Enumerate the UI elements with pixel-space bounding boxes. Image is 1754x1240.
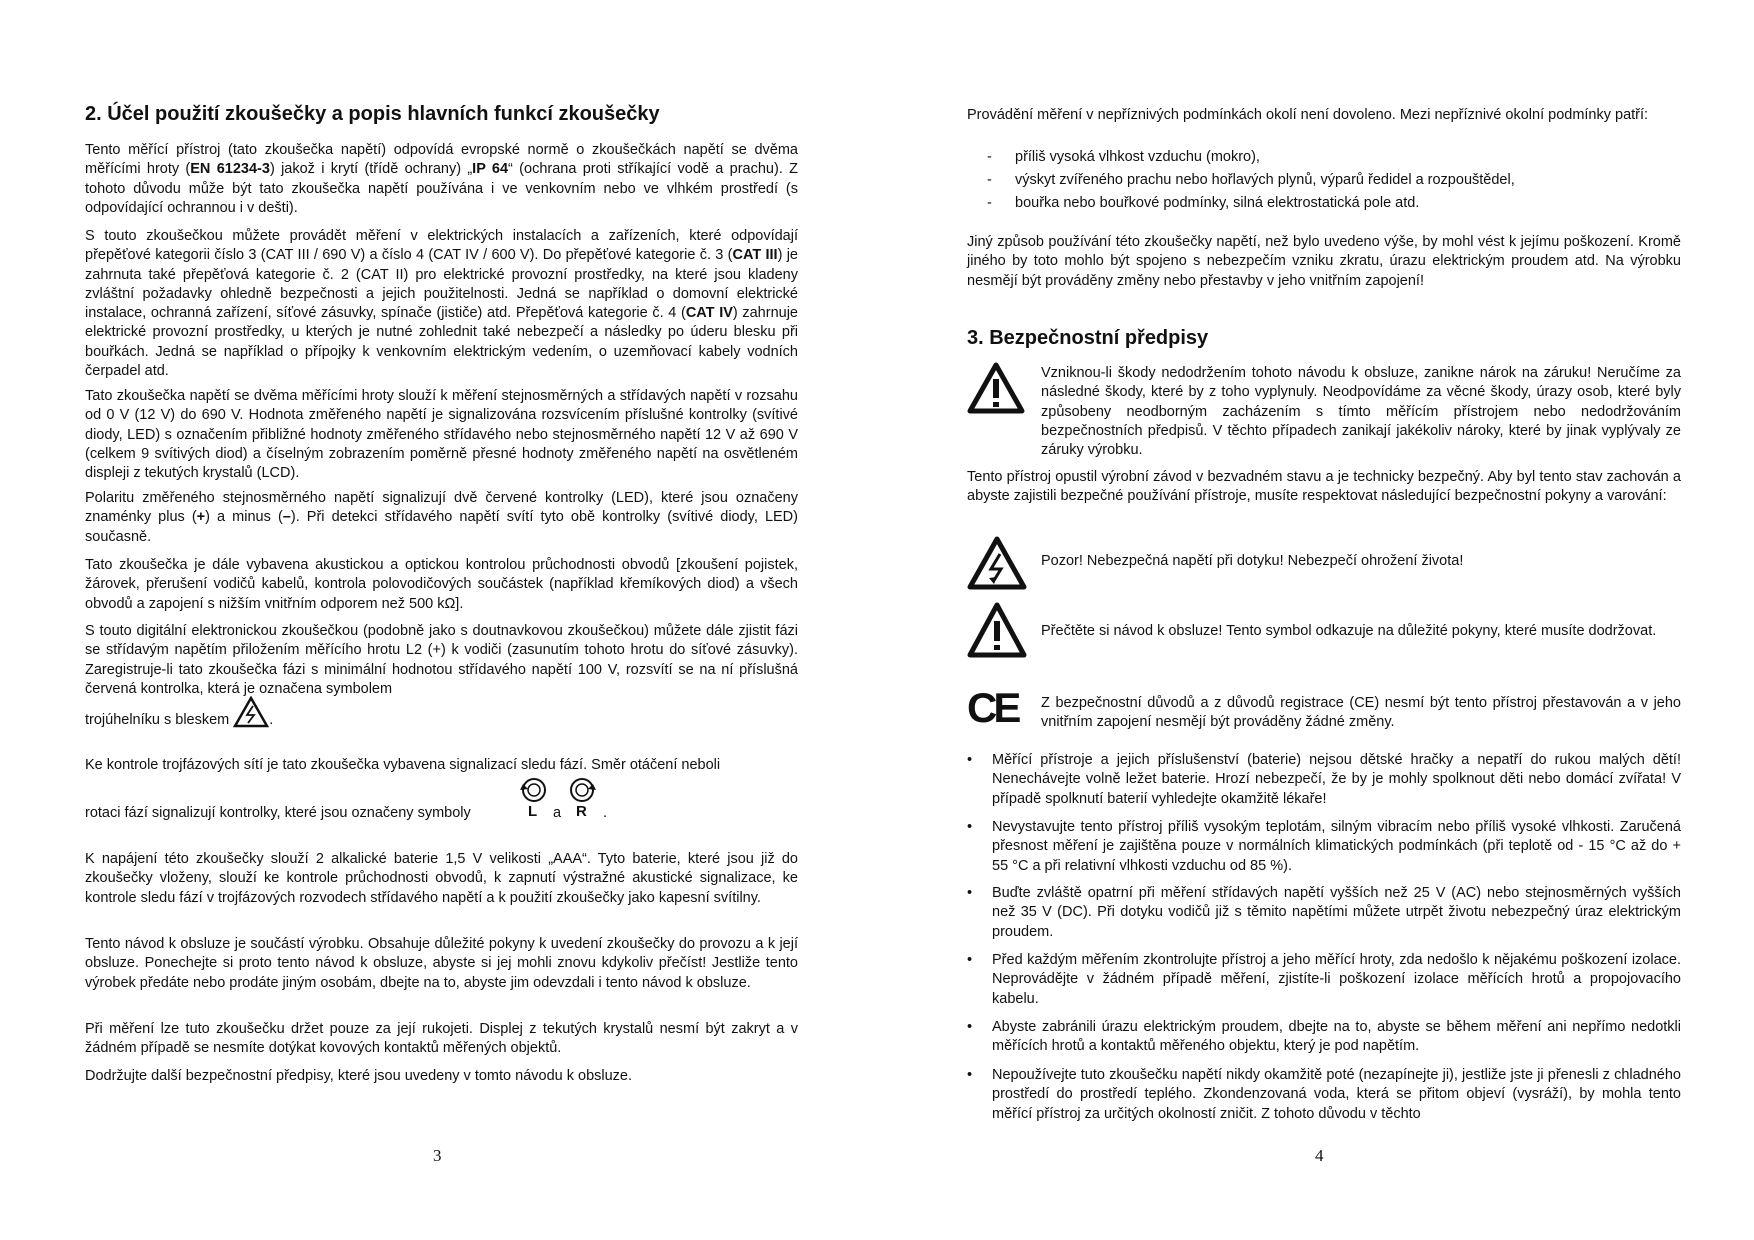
list-item: - příliš vysoká vlhkost vzduchu (mokro), <box>987 149 1260 165</box>
lightning-triangle-icon <box>233 696 269 728</box>
list-item: • Nepoužívejte tuto zkoušečku napětí nikdy okamžitě poté (nezapínejte ji), jestliže jste ji přenesli z chladného prostředí do prostředí teplého. Zkondenzovaná voda, která se přitom objeví (vysráží), by mohla tento měřící přístroj za určitých okolností zničit. Z tohoto důvodu v těchto <box>967 1067 1681 1122</box>
list-item: - výskyt zvířeného prachu nebo hořlavých plynů, výparů ředidel a rozpouštědel, <box>987 172 1515 188</box>
paragraph-factory-state: Tento přístroj opustil výrobní závod v bezvadném stavu a je technicky bezpečný. Aby byl tento stav zachován a abyste zajistili bezpečné používání přístroje, musíte respektovat následující bezpečnostní pokyny a varování: <box>967 469 1681 505</box>
text: S touto zkoušečkou můžete provádět měření v elektrických instalacích a zařízeních, které odpovídají přepěťové kategorii číslo 3 (CAT III / 690 V) a číslo 4 (CAT IV / 600 V). Do přepěťové kategorie č. 3 ( <box>85 228 798 264</box>
paragraph-phase-detection: S touto digitální elektronickou zkoušečkou (podobně jako s doutnavkovou zkoušečkou) můžete dále zjistit fázi se střídavým napětím přiložením měřícího hrotu L2 (+) k vodiči (zasunutím tohoto hrotu do síťové zásuvky). Zaregistruje-li tato zkoušečka fázi s minimální hodnotou střídavého napětí 100 V, rozsvítí se na ní příslušná červená kontrolka, která je označena symbolem <box>85 623 798 697</box>
conditions-list <box>987 146 1681 215</box>
list-item: • Nevystavujte tento přístroj příliš vysokým teplotám, silným vibracím nebo příliš vysoké vlhkosti. Zaručená přesnost měření je zajištěna pouze v normálních klimatických podmínkách (při teplotě od - 15 °C až do + 55 °C a při relativní vlhkosti vzduchu od 85 %). <box>967 819 1681 874</box>
paragraph-handling: Při měření lze tuto zkoušečku držet pouze za její rukojeti. Displej z tekutých krystalů nesmí být zakryt a v žádném případě se nesmíte dotýkat kovových kontaktů měřených objektů. <box>85 1021 798 1057</box>
text: ) je zahrnuta také přepěťová kategorie č. 2 (CAT II) pro elektrické provozní prostředky, na které jsou kladeny zvláštní požadavky ohledně bezpečnosti a jejich použitelnosti. Jedná se například o domovní elektrické instalace, ochranná zařízení, síťové zásuvky, spínače (jističe) atd. Přepěťová kategorie č. 4 ( <box>85 247 798 322</box>
high-voltage-icon <box>967 536 1027 590</box>
rotor-letter: L <box>528 803 538 820</box>
paragraph-standards <box>85 141 798 218</box>
paragraph-warranty: Vzniknou-li škody nedodržením tohoto návodu k obsluze, zanikne nárok na záruku! Neručíme za následné škody, které by z toho vyplynuly. Neodpovídáme za věcné škody, úrazy osob, které byly způsobeny neodborným zacházením s tímto měřícím přístrojem nebo nedodržováním bezpečnostních předpisů. V těchto případech zanikají jakékoliv nároky, které by jinak vyplývaly ze záruky výrobku. <box>1041 365 1681 459</box>
paragraph-voltage-range: Tato zkoušečka napětí se dvěma měřícími hroty slouží k měření stejnosměrných a střídavých napětí v rozsahu od 0 V (12 V) do 690 V. Hodnota změřeného napětí je signalizována rozsvícením příslušné kontrolky (svítivé diody, LED) s označením přibližné hodnoty změřeného střídavého nebo stejnosměrného napětí 12 V až 690 V (celkem 9 svítivých diod) a číselným zobrazením poměrně přesné hodnoty změřeného napětí na osvětleném displeji z tekutých krystalů (LCD). <box>85 388 798 482</box>
standard-code: EN 61234-3 <box>190 161 270 178</box>
warning-triangle-icon <box>967 362 1025 414</box>
ce-text: Z bezpečnostní důvodů a z důvodů registrace (CE) nesmí být tento přístroj přestavován a v jeho vnitřním zapojení nesmějí být prováděny žádné změny. <box>1041 695 1681 731</box>
list-item: • Buďte zvláště opatrní při měření střídavých napětí vyšších než 25 V (AC) nebo stejnosměrných vyšších než 35 V (DC). Při dotyku vodičů již s těmito napětími můžete utrpět životu nebezpečný úraz elektrickým proudem. <box>967 885 1681 940</box>
paragraph-phase-sequence-a: Ke kontrole trojfázových sítí je tato zkoušečka vybavena signalizací sledu fází. Směr otáčení neboli <box>85 757 721 773</box>
paragraph-manual: Tento návod k obsluze je součástí výrobku. Obsahuje důležité pokyny k uvedení zkoušečky do provozu a k její obsluze. Ponechejte si proto tento návod k obsluze, abyste si jej mohli znovu kdykoliv přečíst! Jestliže tento výrobek předáte nebo prodáte jiným osobám, dbejte na to, abyste jim odevzdali i tento návod k obsluze. <box>85 936 798 991</box>
list-item: • Měřící přístroje a jejich příslušenství (baterie) nejsou dětské hračky a nepatří do rukou malých dětí! Nenechávejte volně ležet baterie. Hrozí nebezpečí, že by je mohly spolknout děti nebo domácí zvířata! V případě spolknutí baterií vyhledejte okamžitě lékaře! <box>967 752 1681 807</box>
paragraph-batteries: K napájení této zkoušečky slouží 2 alkalické baterie 1,5 V velikosti „AAA“. Tyto baterie, které jsou již do zkoušečky vloženy, slouží ke kontrole průchodnosti obvodů, k zapnutí výstražné akustické signalizace, ke kontrole sledu fází v trojfázových rozvodech střídavého napětí a k použití zkoušečky jako kapesní svítilny. <box>85 851 798 906</box>
rotation-left-icon <box>519 776 549 820</box>
rotor-letter: R <box>576 803 587 820</box>
paragraph-categories <box>85 227 798 381</box>
rotation-arrow-icon <box>567 776 597 804</box>
ce-mark-icon: CE <box>967 684 1018 731</box>
cat-iii: CAT III <box>732 247 778 264</box>
section-3-title: 3. Bezpečnostní předpisy <box>967 327 1209 349</box>
manual-warning-text: Přečtěte si návod k obsluze! Tento symbol odkazuje na důležité pokyny, které musíte dodržovat. <box>1041 623 1657 639</box>
rotation-right-icon <box>567 776 597 820</box>
page-number: 4 <box>1315 1146 1324 1165</box>
text: ) jakož i krytí (třídě ochrany) „ <box>269 161 473 178</box>
ip-rating: IP 64 <box>472 161 509 178</box>
paragraph-continuity: Tato zkoušečka je dále vybavena akustickou a optickou kontrolou průchodnosti obvodů [zkoušení pojistek, žárovek, přerušení vodičů kabelů, kontrola polovodičových součástek (například křemíkových diod) a všech obvodů a zapojení s nižším vnitřním odporem než 500 kΩ]. <box>85 557 798 612</box>
text: Tento měřící přístroj (tato zkoušečka napětí) odpovídá evropské normě o zkoušečkách napětí se dvěma měřícími hroty ( <box>85 142 798 178</box>
text: ) zahrnuje elektrické provozní prostředky, u kterých je nutné zohlednit také nebezpečí a následky po úderu blesku při bouřkách. Jedná se například o přípojky k venkovním elektrickým vedením, o uzemňovací kabely vodních čerpadel atd. <box>85 305 798 380</box>
text: a <box>553 805 562 821</box>
text: Polaritu změřeného stejnosměrného napětí signalizují dvě červené kontrolky (LED), které jsou označeny znaménky plus ( <box>85 490 798 526</box>
list-item: • Před každým měřením zkontrolujte přístroj a jeho měřící hroty, zda nedošlo k nějakému poškození izolace. Neprovádějte v žádném případě měření, zjistíte-li poškození izolace měřících hrotů a propojovacího kabelu. <box>967 952 1681 1007</box>
list-item: • Abyste zabránili úrazu elektrickým proudem, dbejte na to, abyste se během měření ani nepřímo nedotkli měřících hrotů a kontaktů měřeného objektu, který je pod napětím. <box>967 1019 1681 1055</box>
voltage-warning-text: Pozor! Nebezpečná napětí při dotyku! Nebezpečí ohrožení života! <box>1041 553 1464 569</box>
plus-sign: + <box>196 509 206 526</box>
text: rotaci fází signalizují kontrolky, které jsou označeny symboly <box>85 805 471 821</box>
list-item: - bouřka nebo bouřkové podmínky, silná elektrostatická pole atd. <box>987 195 1420 211</box>
paragraph-other-use: Jiný způsob používání této zkoušečky napětí, než bylo uvedeno výše, by mohl vést k jejímu poškození. Kromě jiného by toto mohlo být spojeno s nebezpečím vzniku zkratu, úrazu elektrickým proudem atd. Na výrobku nesmějí být prováděny změny nebo přestavby v jeho vnitřním zapojení! <box>967 234 1681 289</box>
text: trojúhelníku s bleskem <box>85 712 230 728</box>
text: ). Při detekci střídavého napětí svítí tyto obě kontrolky (svítivé diody, LED) současně. <box>85 509 798 545</box>
section-2-title: 2. Účel použití zkoušečky a popis hlavních funkcí zkoušečky <box>85 103 660 125</box>
page-number: 3 <box>433 1146 442 1165</box>
minus-sign: – <box>282 509 291 526</box>
rotation-arrow-icon <box>519 776 549 804</box>
cat-iv: CAT IV <box>685 305 733 322</box>
warning-triangle-icon <box>967 602 1027 658</box>
paragraph-polarity <box>85 489 798 547</box>
text: “ (ochrana proti stříkající vodě a prachu). Z tohoto důvodu může být tato zkoušečka napětí používána i ve venkovním nebo ve vlhkém prostředí (s odpovídající ochrannou i v dešti). <box>85 161 799 216</box>
lightning-symbol-line: trojúhelníku s bleskem . <box>85 696 273 728</box>
paragraph-safety-rules: Dodržujte další bezpečnostní předpisy, které jsou uvedeny v tomto návodu k obsluze. <box>85 1068 633 1084</box>
paragraph-unfavorable-conditions: Provádění měření v nepříznivých podmínkách okolí není dovoleno. Mezi nepříznivé okolní podmínky patří: <box>967 107 1649 123</box>
text: ) a minus ( <box>205 509 283 526</box>
